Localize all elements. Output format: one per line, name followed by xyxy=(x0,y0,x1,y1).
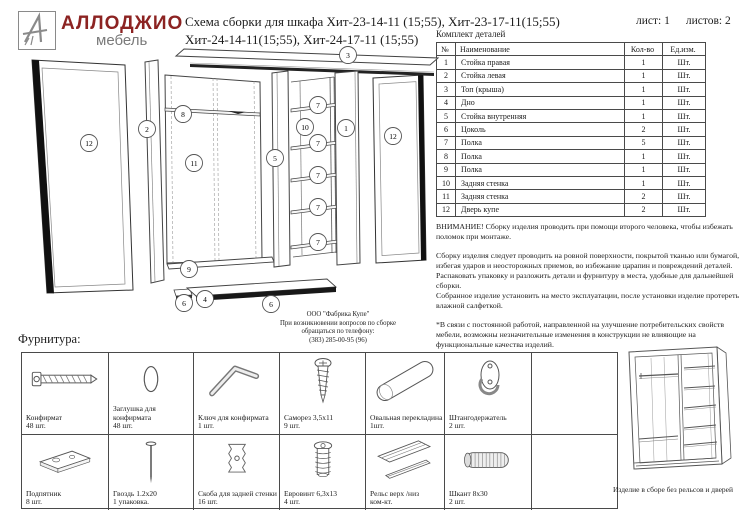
contact-note2: обращаться по телефону: xyxy=(301,328,375,336)
contact-company: ООО "Фабрика Купе" xyxy=(306,311,370,318)
title-line1: Схема сборки для шкафа Хит-23-14-11 (15;55), Хит-23-17-11(15;55) xyxy=(185,14,560,29)
table-cell: Задняя стенка xyxy=(456,190,625,203)
table-cell: 1 xyxy=(437,56,456,69)
table-row xyxy=(437,190,706,203)
callout-label: 7 xyxy=(316,202,320,212)
callout-label: 11 xyxy=(190,158,198,168)
table-cell: Полка xyxy=(456,136,625,149)
table-cell: Полка xyxy=(456,150,625,163)
table-cell: 1 xyxy=(625,69,663,82)
part-stand-internal xyxy=(272,71,290,267)
hardware-item-cap xyxy=(109,353,194,435)
table-cell: 4 xyxy=(437,96,456,109)
oval-crossbar-icon xyxy=(369,355,441,407)
table-cell: 7 xyxy=(437,136,456,149)
col-num: № xyxy=(437,43,456,56)
contact-note1: При возникновении вопросов по сборке xyxy=(279,319,397,327)
table-cell: Шт. xyxy=(663,56,706,69)
hardware-section-title: Фурнитура: xyxy=(18,332,81,346)
brand-name: АЛЛОДЖИО xyxy=(61,13,184,34)
callout-label: 2 xyxy=(145,124,149,134)
hardware-item-bracket xyxy=(194,435,280,510)
table-cell: Шт. xyxy=(663,69,706,82)
table-cell: 1 xyxy=(625,56,663,69)
hardware-name: Овальная перекладина xyxy=(370,412,443,422)
hardware-cell-empty-2 xyxy=(532,435,617,510)
callout-label: 4 xyxy=(203,294,207,304)
table-cell: Полка xyxy=(456,163,625,176)
table-cell: Шт. xyxy=(663,190,706,203)
hardware-qty: 9 шт. xyxy=(284,421,300,431)
hardware-qty: 2 шт. xyxy=(449,421,465,431)
hardware-qty: 1 шт. xyxy=(198,421,214,431)
table-cell: 5 xyxy=(625,136,663,149)
note-paragraph: Собранное изделие установить на место эксплуатации, после установки изделие протереть влажной салфеткой. xyxy=(436,291,740,310)
sheets-total: листов: 2 xyxy=(685,15,731,27)
hardware-item-rail xyxy=(366,435,445,510)
hardware-qty: ком-кт. xyxy=(370,497,393,507)
hardware-item-footplate xyxy=(22,435,109,510)
table-cell: Стойка правая xyxy=(456,56,625,69)
hex-key-icon xyxy=(199,355,275,405)
col-qty: Кол-во xyxy=(625,43,663,56)
hardware-name: Штангодержатель xyxy=(449,412,507,422)
table-cell: 1 xyxy=(625,83,663,96)
table-cell: 6 xyxy=(437,123,456,136)
hardware-qty: 2 шт. xyxy=(449,497,465,507)
table-cell: 9 xyxy=(437,163,456,176)
callout-label: 7 xyxy=(316,100,320,110)
table-row xyxy=(437,203,706,216)
table-cell: Шт. xyxy=(663,83,706,96)
sheet-info xyxy=(636,15,747,27)
dowel-icon xyxy=(449,437,527,485)
callout-label: 12 xyxy=(85,138,93,148)
part-stand-right xyxy=(335,71,360,265)
table-row xyxy=(437,150,706,163)
callout-label: 6 xyxy=(269,299,273,309)
table-cell: Шт. xyxy=(663,203,706,216)
table-row xyxy=(437,136,706,149)
part-stand-left xyxy=(145,60,164,283)
parts-table-caption: Комплект деталей xyxy=(436,29,506,39)
hardware-name: Гвоздь 1.2х20 xyxy=(113,488,157,498)
hardware-item-screw xyxy=(280,353,366,435)
col-unit: Ед.изм. xyxy=(663,43,706,56)
confirmat-cap-icon xyxy=(113,355,189,405)
euro-screw-icon xyxy=(285,437,361,487)
table-cell: Стойка внутренняя xyxy=(456,109,625,122)
hardware-item-dowel xyxy=(445,435,532,510)
table-cell: 1 xyxy=(625,96,663,109)
hardware-item-konfirmat xyxy=(22,353,109,435)
hardware-qty: 1 упаковка. xyxy=(113,497,150,507)
table-cell: Топ (крыша) xyxy=(456,83,625,96)
table-cell: Задняя стенка xyxy=(456,176,625,189)
confirmat-screw-icon xyxy=(26,355,104,405)
table-row xyxy=(437,123,706,136)
table-cell: Шт. xyxy=(663,136,706,149)
parts-table xyxy=(436,42,706,217)
callout-label: 5 xyxy=(273,153,277,163)
part-door-left xyxy=(32,60,133,293)
part-door-right xyxy=(373,75,426,263)
hardware-qty: 8 шт. xyxy=(26,497,42,507)
title-line2: Хит-24-14-11(15;55), Хит-24-17-11 (15;55) xyxy=(185,32,419,47)
hardware-qty: 4 шт. xyxy=(284,497,300,507)
callout-label: 7 xyxy=(316,237,320,247)
table-row xyxy=(437,96,706,109)
brand-subtitle: мебель xyxy=(96,32,148,49)
hardware-name: Шкант 8х30 xyxy=(449,488,488,498)
table-row xyxy=(437,163,706,176)
col-name: Наименование xyxy=(456,43,625,56)
table-cell: Дверь купе xyxy=(456,203,625,216)
hardware-item-euroscrew xyxy=(280,435,366,510)
table-row xyxy=(437,56,706,69)
parts-table-body xyxy=(437,56,706,217)
table-row xyxy=(437,83,706,96)
table-cell: Шт. xyxy=(663,123,706,136)
self-tapping-screw-icon xyxy=(285,355,361,407)
hardware-item-rodholder xyxy=(445,353,532,435)
hardware-cell-empty-1 xyxy=(532,353,617,435)
table-cell: Цоколь xyxy=(456,123,625,136)
assembled-caption: Изделие в сборе без рельсов и дверей xyxy=(612,485,734,494)
table-cell: Шт. xyxy=(663,150,706,163)
table-cell: 1 xyxy=(625,163,663,176)
part-top-panel xyxy=(176,49,438,76)
callout-label: 8 xyxy=(181,109,185,119)
table-cell: 2 xyxy=(437,69,456,82)
logo-mark-icon xyxy=(19,12,53,47)
table-row xyxy=(437,109,706,122)
contact-phone: (383) 285-00-95 (96) xyxy=(309,336,367,344)
callout-label: 10 xyxy=(301,122,309,132)
hardware-qty: 48 шт. xyxy=(26,421,46,431)
callout-label: 7 xyxy=(316,170,320,180)
table-cell: 12 xyxy=(437,203,456,216)
rail-profile-icon xyxy=(369,437,441,487)
hardware-item-crossbar xyxy=(366,353,445,435)
hardware-qty: 16 шт. xyxy=(198,497,218,507)
table-cell: Шт. xyxy=(663,176,706,189)
hardware-name: Ключ для конфирмата xyxy=(198,412,269,422)
hardware-item-hexkey xyxy=(194,353,280,435)
hardware-name: Конфирмат xyxy=(26,412,63,422)
table-cell: 3 xyxy=(437,83,456,96)
table-cell: 2 xyxy=(625,123,663,136)
table-cell: 2 xyxy=(625,203,663,216)
hardware-name: Саморез 3,5х11 xyxy=(284,412,334,422)
nail-icon xyxy=(113,437,189,487)
hardware-qty: 48 шт. xyxy=(113,421,133,431)
table-cell: 1 xyxy=(625,150,663,163)
table-row xyxy=(437,69,706,82)
table-cell: 11 xyxy=(437,190,456,203)
table-cell: Стойка левая xyxy=(456,69,625,82)
hardware-name: Подпятник xyxy=(26,488,62,498)
note-paragraph: Распаковать упаковку и разложить детали и фурнитуру в места, удобные для дальнейшей сборки. xyxy=(436,271,734,290)
table-cell: Шт. xyxy=(663,109,706,122)
table-cell: Шт. xyxy=(663,163,706,176)
table-cell: 2 xyxy=(625,190,663,203)
table-cell: 8 xyxy=(437,150,456,163)
hardware-qty: 1шт. xyxy=(370,421,385,431)
exploded-diagram xyxy=(14,44,440,340)
table-cell: 10 xyxy=(437,176,456,189)
hardware-name: Евровинт 6,3х13 xyxy=(284,488,337,498)
assembly-notes xyxy=(436,222,742,350)
callout-label: 1 xyxy=(344,123,348,133)
table-cell: 5 xyxy=(437,109,456,122)
hardware-item-nail xyxy=(109,435,194,510)
note-paragraph: Сборку изделия следует проводить на ровной поверхности, покрытой тканью или бумагой, избегая ударов и неосторожных приемов, во избежание царапин и повреждений деталей. xyxy=(436,251,740,270)
callout-label: 6 xyxy=(182,298,186,308)
table-cell: Шт. xyxy=(663,96,706,109)
warning-text: ВНИМАНИЕ! Сборку изделия проводить при помощи второго человека, чтобы избежать поломок при монтаже. xyxy=(436,222,733,241)
callout-label: 12 xyxy=(389,131,397,141)
hardware-name: Скоба для задней стенки xyxy=(198,488,277,498)
table-header-row xyxy=(437,43,706,56)
foot-plate-icon xyxy=(26,437,104,483)
callout-label: 7 xyxy=(316,138,320,148)
hardware-name: Заглушка для конфирмата xyxy=(113,404,156,422)
assembled-wardrobe-drawing xyxy=(620,344,740,480)
hardware-grid xyxy=(21,352,618,509)
sheet-number: лист: 1 xyxy=(636,15,670,27)
hardware-name: Рельс верх /низ xyxy=(370,488,420,498)
back-wall-bracket-icon xyxy=(199,437,275,485)
footnote-text: *В связи с постоянной работой, направленной на улучшение потребительских свойств мебели, возможны незначительные изменения в конструкции не влияющие на функциональные качества изделий. xyxy=(436,320,725,349)
part-back-panel-large xyxy=(165,75,262,263)
callout-label: 3 xyxy=(346,50,350,60)
table-cell: 1 xyxy=(625,176,663,189)
table-row xyxy=(437,176,706,189)
table-cell: 1 xyxy=(625,109,663,122)
table-cell: Дно xyxy=(456,96,625,109)
rod-holder-icon xyxy=(450,355,526,407)
callout-label: 9 xyxy=(187,264,191,274)
